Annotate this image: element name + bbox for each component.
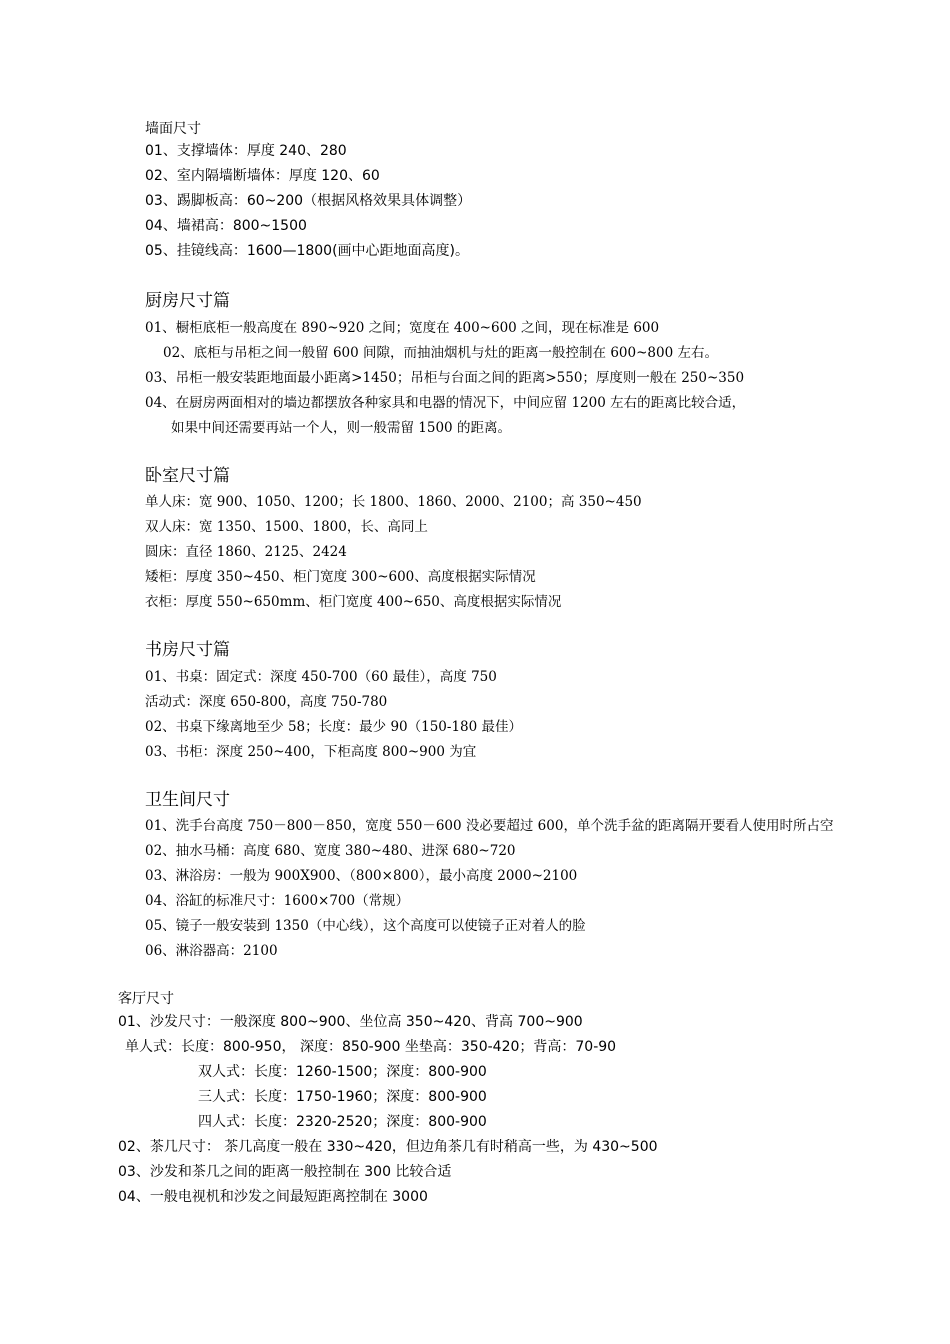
kitchen-item-5: 如果中间还需要再站一个人，则一般需留 1500 的距离。 [171, 420, 511, 436]
study-item-4: 03、书柜：深度 250~400，下柜高度 800~900 为宜 [145, 744, 477, 760]
study-item-2: 活动式：深度 650-800，高度 750-780 [145, 694, 388, 710]
kitchen-item-2: 02、底柜与吊柜之间一般留 600 间隙，而抽油烟机与灶的距离一般控制在 600~800 左右。 [163, 345, 718, 361]
bathroom-item-6: 06、淋浴器高：2100 [145, 943, 278, 959]
bedroom-item-2: 双人床：宽 1350、1500、1800，长、高同上 [145, 519, 428, 535]
bathroom-section-title: 卫生间尺寸 [145, 790, 230, 810]
kitchen-section-title: 厨房尺寸篇 [145, 291, 230, 311]
living-section-title: 客厅尺寸 [118, 991, 174, 1007]
living-item-4: 三人式：长度：1750-1960；深度：800-900 [198, 1089, 487, 1105]
wall-item-3: 03、踢脚板高：60~200（根据风格效果具体调整） [145, 193, 472, 209]
wall-item-5: 05、挂镜线高：1600—1800(画中心距地面高度)。 [145, 243, 469, 259]
living-item-5: 四人式：长度：2320-2520；深度：800-900 [198, 1114, 487, 1130]
living-item-3: 双人式：长度：1260-1500；深度：800-900 [198, 1064, 487, 1080]
bathroom-item-1: 01、洗手台高度 750－800－850，宽度 550－600 没必要超过 600，单个洗手盆的距离隔开要看人使用时所占空 [145, 818, 834, 834]
study-item-1: 01、书桌：固定式：深度 450-700（60 最佳），高度 750 [145, 669, 497, 685]
bathroom-item-3: 03、淋浴房：一般为 900X900、（800×800），最小高度 2000~2100 [145, 868, 578, 884]
bedroom-section-title: 卧室尺寸篇 [145, 466, 230, 486]
study-section-title: 书房尺寸篇 [145, 640, 230, 660]
study-item-3: 02、书桌下缘离地至少 58；长度：最少 90（150-180 最佳） [145, 719, 523, 735]
bedroom-item-5: 衣柜：厚度 550~650mm、柜门宽度 400~650、高度根据实际情况 [145, 594, 562, 610]
kitchen-item-1: 01、橱柜底柜一般高度在 890~920 之间；宽度在 400~600 之间，现在标准是 600 [145, 320, 660, 336]
wall-item-1: 01、支撑墙体：厚度 240、280 [145, 143, 347, 159]
living-item-2: 单人式：长度：800-950， 深度：850-900 坐垫高：350-420；背高：70-90 [125, 1039, 617, 1055]
bedroom-item-4: 矮柜：厚度 350~450、柜门宽度 300~600、高度根据实际情况 [145, 569, 536, 585]
kitchen-item-4: 04、在厨房两面相对的墙边都摆放各种家具和电器的情况下，中间应留 1200 左右的距离比较合适， [145, 395, 746, 411]
wall-item-2: 02、室内隔墙断墙体：厚度 120、60 [145, 168, 380, 184]
kitchen-item-3: 03、吊柜一般安装距地面最小距离>1450；吊柜与台面之间的距离>550；厚度则一般在 250~350 [145, 370, 745, 386]
bathroom-item-2: 02、抽水马桶：高度 680、宽度 380~480、进深 680~720 [145, 843, 516, 859]
wall-section-title: 墙面尺寸 [145, 121, 201, 137]
living-item-1: 01、沙发尺寸：一般深度 800~900、坐位高 350~420、背高 700~900 [118, 1014, 583, 1030]
bathroom-item-5: 05、镜子一般安装到 1350（中心线），这个高度可以使镜子正对着人的脸 [145, 918, 586, 934]
living-item-8: 04、一般电视机和沙发之间最短距离控制在 3000 [118, 1189, 428, 1205]
living-item-7: 03、沙发和茶几之间的距离一般控制在 300 比较合适 [118, 1164, 452, 1180]
bedroom-item-3: 圆床：直径 1860、2125、2424 [145, 544, 347, 560]
living-item-6: 02、茶几尺寸： 茶几高度一般在 330~420，但边角茶几有时稍高一些，为 430~500 [118, 1139, 658, 1155]
bedroom-item-1: 单人床：宽 900、1050、1200；长 1800、1860、2000、2100；高 350~450 [145, 494, 642, 510]
bathroom-item-4: 04、浴缸的标准尺寸：1600×700（常规） [145, 893, 410, 909]
wall-item-4: 04、墙裙高：800~1500 [145, 218, 307, 234]
